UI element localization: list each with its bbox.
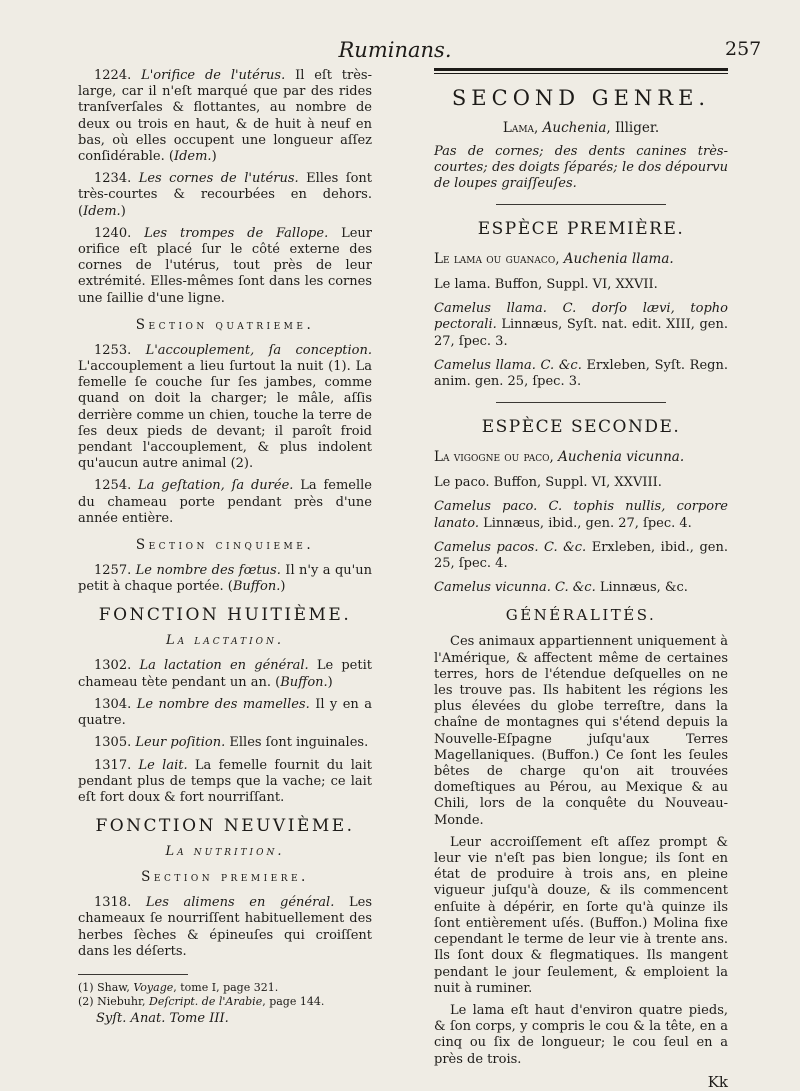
- paragraph-1257: 1257. Le nombre des fœtus. Il n'y a qu'un petit à chaque portée. (Buffon.): [78, 563, 372, 595]
- running-title: Ruminans.: [338, 38, 452, 62]
- fonction-heading-8: FONCTION HUITIÈME.: [98, 605, 352, 626]
- espece-2-name: La vigogne ou paco, Auchenia vicunna.: [434, 449, 685, 466]
- fonction-heading-9: FONCTION NEUVIÈME.: [95, 816, 355, 837]
- signature-line: Syſt. Anat. Tome III.: [96, 1010, 229, 1026]
- espece-heading-1: ESPÈCE PREMIÈRE.: [477, 219, 685, 239]
- footnote-1: (1) Shaw, Voyage, tome I, page 321.: [78, 980, 279, 994]
- genre-description: Pas de cornes; des dents canines très-courtes; des doigts ſéparés; le dos dépourvu de loupes graiſſeuſes.: [434, 144, 728, 191]
- paragraph-1318: 1318. Les alimens en général. Les chameaux ſe nourriſſent habituellement des herbes ſèches & épineuſes qui croiſſent dans les déſerts.: [78, 895, 372, 959]
- paragraph-1224: 1224. L'orifice de l'utérus. Il eſt très-large, car il n'eſt marqué que par des rides tranſverſales & flottantes, au nombre de deux ou trois en haut, & de huit à neuf en bas, où elles occupent une longueur aſſez conſidérable. (Idem.): [78, 68, 372, 165]
- synonym-entry: Le lama. Buffon, Suppl. VI, XXVII.: [434, 277, 658, 292]
- synonym-entry: Camelus llama. C. &c. Erxleben, Syſt. Regn. anim. gen. 25, ſpec. 3.: [434, 357, 728, 390]
- top-rule: [434, 68, 728, 74]
- divider-2: [496, 402, 666, 403]
- paragraph-1304: 1304. Le nombre des mamelles. Il y en a quatre.: [78, 696, 373, 729]
- paragraph-1317: 1317. Le lait. La femelle fournit du lait pendant plus de temps que la vache; ce lait eſt fort doux & fort nourriſſant.: [78, 757, 372, 805]
- section-heading-1: Section premiere.: [141, 869, 309, 886]
- generalites-heading: GÉNÉRALITÉS.: [505, 606, 657, 625]
- synonym-entry: Le paco. Buffon, Suppl. VI, XXVIII.: [434, 475, 662, 491]
- section-heading-4: Section quatrieme.: [135, 316, 315, 333]
- section-heading-5: Section cinquieme.: [135, 537, 315, 554]
- signature-mark: Kk: [707, 1072, 728, 1091]
- paragraph-1253: 1253. L'accouplement, ſa conception. L'accouplement a lieu ſurtout la nuit (1). La femelle ſe couche ſur ſes jambes, comme quand on doit la charger; le mâle, aſſis derrière comme un chien, touche la terre de ſes deux pieds de devant; il paroît froid pendant l'accouplement, & plus indolent qu'aucun autre animal (2).: [78, 342, 372, 472]
- page-number: 257: [725, 38, 762, 60]
- footnote-divider: [78, 974, 188, 975]
- synonym-entry: Camelus vicunna. C. &c. Linnæus, &c.: [434, 580, 688, 596]
- genre-name: Lama, Auchenia, Illiger.: [502, 120, 660, 136]
- subheading-lactation: La lactation.: [165, 633, 285, 649]
- footnote-2: (2) Niebuhr, Deſcript. de l'Arabie, page 144.: [78, 994, 325, 1008]
- right-column: [434, 68, 728, 1090]
- generalites-paragraph-2: Leur accroiſſement eſt aſſez prompt & leur vie n'eſt pas bien longue; ils ſont en état de produire à trois ans, en pleine vigueur juſqu'à douze, & ils commencent enſuite à dépérir, en ſorte qu'à quinze ils ſont entièrement uſés. (Buffon.) Molina fixe cependant le terme de leur vie à trente ans. Ils ſont doux & flegmatiques. Ils mangent pendant le jour ſeulement, & emploient la nuit à ruminer.: [434, 834, 728, 996]
- divider-1: [496, 204, 666, 205]
- synonym-entry: Camelus paco. C. tophis nullis, corpore lanato. Linnæus, ibid., gen. 27, ſpec. 4.: [434, 499, 728, 531]
- subheading-nutrition: La nutrition.: [165, 844, 285, 860]
- synonym-entry: Camelus pacos. C. &c. Erxleben, ibid., gen. 25, ſpec. 4.: [434, 539, 728, 572]
- paragraph-1240: 1240. Les trompes de Fallope. Leur orifice eſt placé ſur le côté externe des cornes de l'utérus, tout près de leur extrémité. Elles-mêmes ſont dans les cornes une ſaillie d'une ligne.: [78, 225, 373, 306]
- paragraph-1305: 1305. Leur poſition. Elles ſont inguinales.: [94, 735, 369, 751]
- paragraph-1254: 1254. La geſtation, ſa durée. La femelle du chameau porte pendant près d'une année entière.: [78, 478, 372, 526]
- paragraph-1302: 1302. La lactation en général. Le petit chameau tète pendant un an. (Buffon.): [78, 658, 372, 690]
- genre-heading: SECOND GENRE.: [451, 86, 711, 110]
- espece-1-name: Le lama ou guanaco, Auchenia llama.: [434, 251, 674, 267]
- paragraph-1234: 1234. Les cornes de l'utérus. Elles ſont très-courtes & recourbées en dehors. (Idem.): [78, 171, 372, 219]
- generalites-paragraph-1: Ces animaux appartiennent uniquement à l'Amérique, & affectent même de certaines terres, hors de l'étendue deſquelles on ne les trouve pas. Ils habitent les régions les plus élevées du globe terreſtre, dans la chaîne de montagnes qui s'étend depuis la Nouvelle-Eſpagne juſqu'aux Terres Magellaniques. (Buffon.) Ce ſont les ſeules bêtes de charge qu'on ait trouvées domeſtiques au Pérou, au Mexique & au Chili, lors de la conquête du Nouveau-Monde.: [434, 634, 728, 828]
- synonym-entry: Camelus llama. C. dorſo lævi, topho pectorali. Linnæus, Syſt. nat. edit. XIII, gen. 27, ſpec. 3.: [434, 301, 728, 349]
- espece-heading-2: ESPÈCE SECONDE.: [481, 417, 681, 438]
- left-column: [78, 68, 372, 1026]
- generalites-paragraph-3: Le lama eſt haut d'environ quatre pieds, & ſon corps, y compris le cou & la tête, en a cinq ou ſix de longueur; le cou ſeul en a près de trois.: [434, 1002, 728, 1067]
